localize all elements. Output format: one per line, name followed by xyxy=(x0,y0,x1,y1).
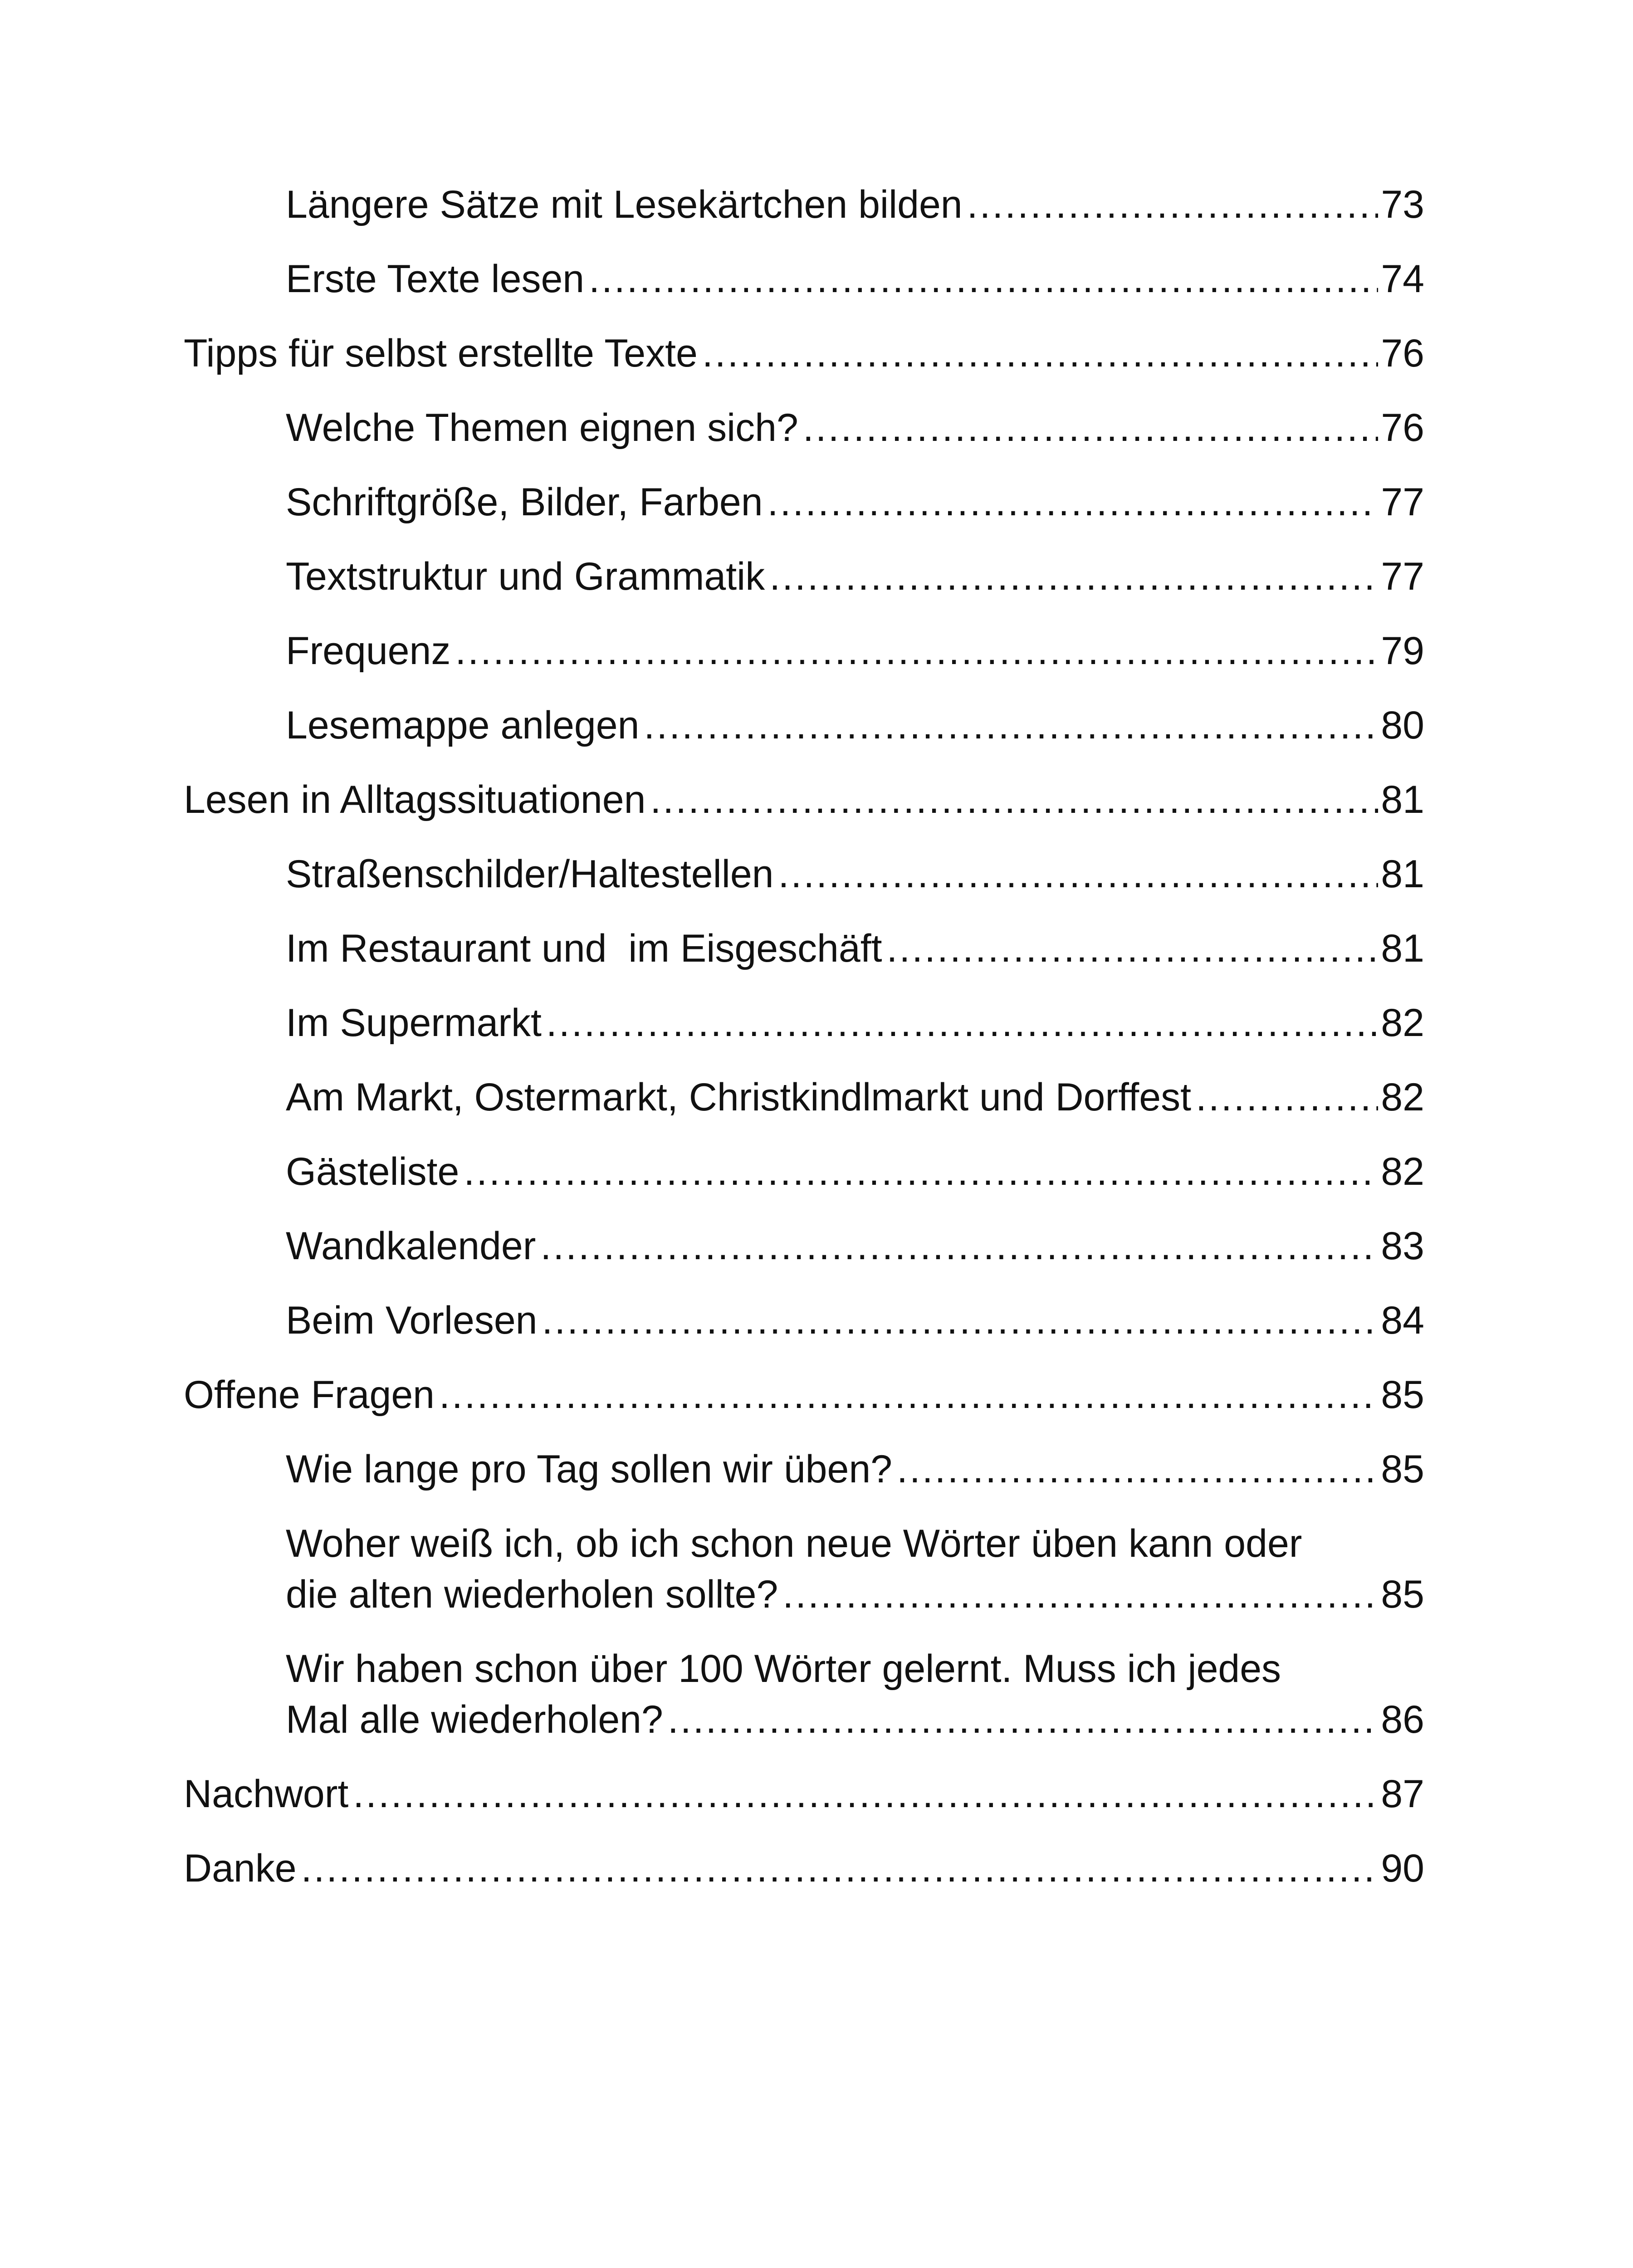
toc-entry-page: 83 xyxy=(1381,1224,1424,1268)
dot-leader xyxy=(353,1769,1378,1819)
toc-entry-label-line1: Woher weiß ich, ob ich schon neue Wörter üben kann oder xyxy=(286,1522,1302,1565)
toc-entry-label: Im Supermarkt xyxy=(286,1001,542,1045)
toc-entry[interactable] xyxy=(286,254,1424,304)
toc-entry[interactable] xyxy=(286,700,1424,751)
dot-leader xyxy=(540,1221,1378,1271)
toc-entry[interactable] xyxy=(286,1518,1424,1620)
toc-entry-page: 85 xyxy=(1381,1447,1424,1491)
toc-entry-page: 87 xyxy=(1381,1772,1424,1816)
dot-leader xyxy=(769,551,1378,602)
toc-entry[interactable] xyxy=(286,923,1424,974)
dot-leader xyxy=(886,923,1378,974)
toc-entry-page: 84 xyxy=(1381,1299,1424,1342)
toc-entry-label: Lesemappe anlegen xyxy=(286,704,640,747)
dot-leader xyxy=(1196,1072,1378,1123)
toc-entry-page: 76 xyxy=(1381,332,1424,375)
toc-entry[interactable] xyxy=(286,849,1424,899)
toc-entry[interactable] xyxy=(286,477,1424,528)
dot-leader xyxy=(439,1369,1378,1420)
dot-leader xyxy=(702,328,1379,379)
toc-entry-page: 73 xyxy=(1381,183,1424,226)
toc-entry-page: 77 xyxy=(1381,555,1424,598)
toc-entry-page: 80 xyxy=(1381,704,1424,747)
toc-entry-label: Im Restaurant und im Eisgeschäft xyxy=(286,927,882,970)
toc-entry-page: 82 xyxy=(1381,1150,1424,1193)
toc-entry-page: 74 xyxy=(1381,257,1424,301)
toc-entry-label: Textstruktur und Grammatik xyxy=(286,555,765,598)
dot-leader xyxy=(542,1295,1379,1346)
toc-entry-label: Erste Texte lesen xyxy=(286,257,585,301)
toc-entry-label: Welche Themen eignen sich? xyxy=(286,406,798,450)
toc-entry-label: Wandkalender xyxy=(286,1224,536,1268)
toc-entry[interactable] xyxy=(286,1221,1424,1271)
toc-entry[interactable] xyxy=(286,402,1424,453)
toc-entry-label: Lesen in Alltagssituationen xyxy=(184,778,646,821)
toc-entry-page: 81 xyxy=(1381,927,1424,970)
toc-entry[interactable] xyxy=(286,1295,1424,1346)
toc-entry-label: Danke xyxy=(184,1847,297,1890)
toc-chapter[interactable] xyxy=(184,1769,1424,1819)
toc-entry[interactable] xyxy=(286,179,1424,230)
toc-entry-label: Nachwort xyxy=(184,1772,349,1816)
dot-leader xyxy=(668,1694,1379,1745)
toc-entry-page: 76 xyxy=(1381,406,1424,450)
toc-entry-label: Wie lange pro Tag sollen wir üben? xyxy=(286,1447,892,1491)
toc-entry-page: 82 xyxy=(1381,1001,1424,1045)
toc-entry[interactable] xyxy=(286,1146,1424,1197)
dot-leader xyxy=(464,1146,1378,1197)
toc-entry[interactable] xyxy=(286,997,1424,1048)
toc-entry-page: 82 xyxy=(1381,1075,1424,1119)
toc-entry[interactable] xyxy=(286,1643,1424,1745)
toc-entry-label-line1: Wir haben schon über 100 Wörter gelernt. Muss ich jedes xyxy=(286,1647,1281,1691)
toc-entry-label: Straßenschilder/Haltestellen xyxy=(286,852,774,896)
toc-chapter[interactable] xyxy=(184,774,1424,825)
toc-entry-label: Frequenz xyxy=(286,629,451,673)
dot-leader xyxy=(803,402,1378,453)
toc-entry-label: Mal alle wiederholen? xyxy=(286,1698,663,1741)
toc-entry[interactable] xyxy=(286,1072,1424,1123)
toc-entry-label: Schriftgröße, Bilder, Farben xyxy=(286,480,763,524)
toc-entry-page: 77 xyxy=(1381,480,1424,524)
dot-leader xyxy=(589,254,1378,304)
toc-entry-label: Gästeliste xyxy=(286,1150,460,1193)
toc-chapter[interactable] xyxy=(184,1843,1424,1894)
dot-leader xyxy=(782,1569,1378,1620)
table-of-contents xyxy=(184,179,1424,1917)
toc-entry-label: Tipps für selbst erstellte Texte xyxy=(184,332,698,375)
toc-chapter[interactable] xyxy=(184,328,1424,379)
toc-chapter[interactable] xyxy=(184,1369,1424,1420)
dot-leader xyxy=(778,849,1379,899)
toc-entry[interactable] xyxy=(286,1444,1424,1495)
toc-entry-label: Längere Sätze mit Lesekärtchen bilden xyxy=(286,183,963,226)
toc-entry-page: 81 xyxy=(1381,852,1424,896)
dot-leader xyxy=(650,774,1378,825)
toc-entry-page: 90 xyxy=(1381,1847,1424,1890)
dot-leader xyxy=(644,700,1378,751)
dot-leader xyxy=(768,477,1379,528)
dot-leader xyxy=(967,179,1379,230)
toc-entry-label: die alten wiederholen sollte? xyxy=(286,1573,778,1616)
dot-leader xyxy=(455,626,1378,676)
toc-entry-label: Offene Fragen xyxy=(184,1373,435,1417)
dot-leader xyxy=(301,1843,1379,1894)
toc-entry-page: 85 xyxy=(1381,1573,1424,1616)
toc-entry-page: 86 xyxy=(1381,1698,1424,1741)
toc-entry[interactable] xyxy=(286,551,1424,602)
dot-leader xyxy=(897,1444,1378,1495)
toc-entry-label: Beim Vorlesen xyxy=(286,1299,538,1342)
toc-entry-page: 85 xyxy=(1381,1373,1424,1417)
toc-entry-page: 79 xyxy=(1381,629,1424,673)
toc-entry-page: 81 xyxy=(1381,778,1424,821)
dot-leader xyxy=(546,997,1378,1048)
toc-entry-label: Am Markt, Ostermarkt, Christkindlmarkt und Dorffest xyxy=(286,1075,1191,1119)
toc-entry[interactable] xyxy=(286,626,1424,676)
